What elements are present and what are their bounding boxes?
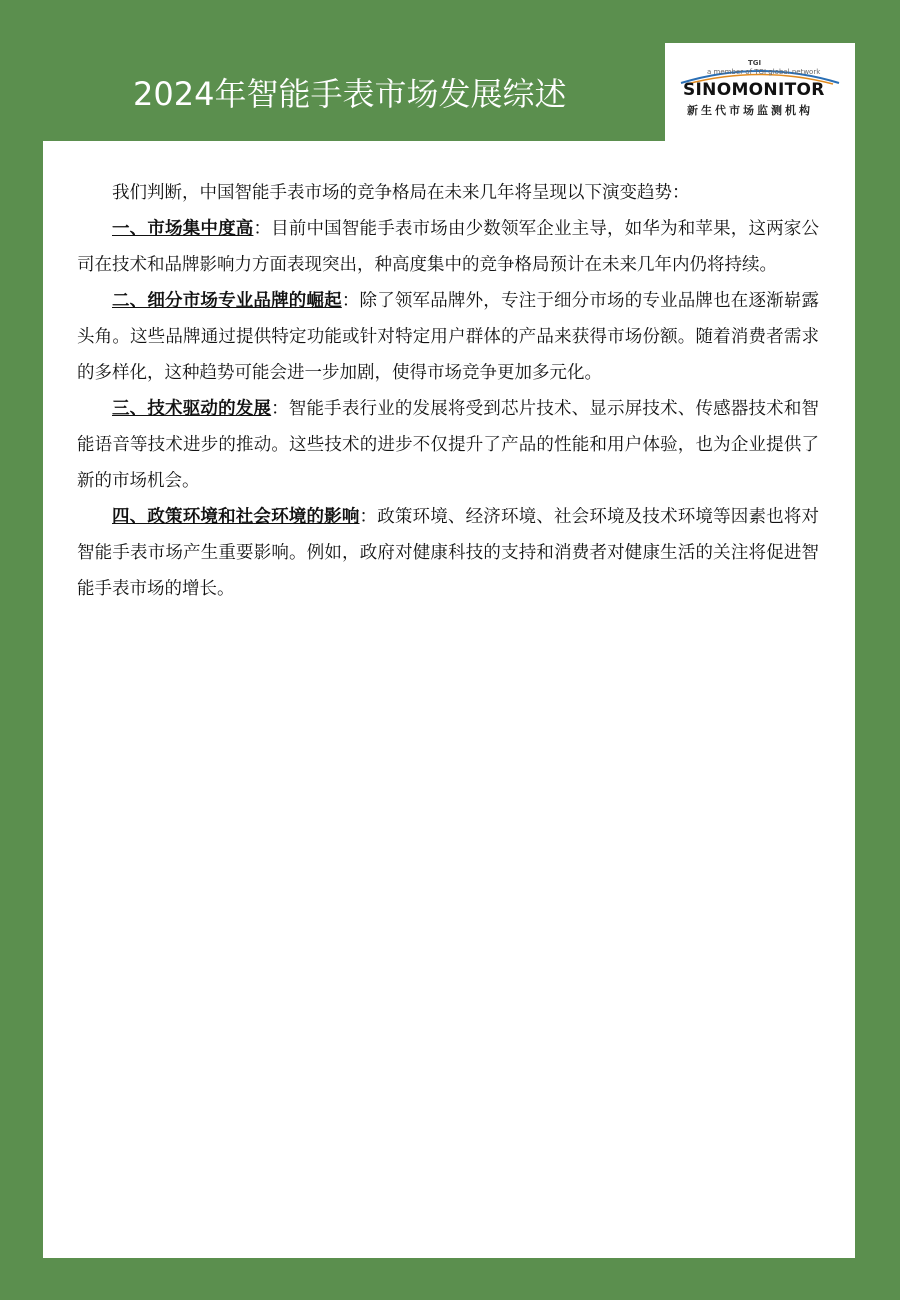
point-paragraph-3	[77, 391, 819, 499]
point-heading-3: 三、技术驱动的发展	[112, 399, 272, 419]
point-body-1: ：目前中国智能手表市场由少数领军企业主导，如华为和苹果，这两家公司在技术和品牌影响力方面表现突出，种高度集中的竞争格局预计在未来几年内仍将持续。	[77, 219, 819, 275]
sinomonitor-logo	[665, 43, 855, 141]
document-panel	[43, 141, 855, 1258]
logo-brand: SINOMONITOR	[683, 80, 825, 100]
logo-subtitle: 新生代市场监测机构	[687, 104, 813, 117]
point-heading-4: 四、政策环境和社会环境的影响	[112, 507, 360, 527]
logo-tagline: a member of TGI global network	[707, 68, 821, 76]
point-heading-1: 一、市场集中度高	[112, 219, 254, 239]
point-heading-2: 二、细分市场专业品牌的崛起	[112, 291, 342, 311]
article-body	[77, 175, 819, 607]
point-body-3: ：智能手表行业的发展将受到芯片技术、显示屏技术、传感器技术和智能语音等技术进步的推动。这些技术的进步不仅提升了产品的性能和用户体验，也为企业提供了新的市场机会。	[77, 399, 820, 491]
point-paragraph-1	[77, 211, 819, 283]
intro-text: 我们判断，中国智能手表市场的竞争格局在未来几年将呈现以下演变趋势：	[112, 183, 690, 203]
logo-tgi-mark: TGI	[748, 59, 762, 67]
page-title: 2024年智能手表市场发展综述	[133, 75, 567, 113]
intro-paragraph	[77, 175, 819, 211]
point-body-4: ：政策环境、经济环境、社会环境及技术环境等因素也将对智能手表市场产生重要影响。例如，政府对健康科技的支持和消费者对健康生活的关注将促进智能手表市场的增长。	[77, 507, 820, 599]
point-paragraph-4	[77, 499, 819, 607]
point-paragraph-2	[77, 283, 819, 391]
point-body-2: ：除了领军品牌外，专注于细分市场的专业品牌也在逐渐崭露头角。这些品牌通过提供特定功能或针对特定用户群体的产品来获得市场份额。随着消费者需求的多样化，这种趋势可能会进一步加剧，使得市场竞争更加多元化。	[77, 291, 820, 383]
